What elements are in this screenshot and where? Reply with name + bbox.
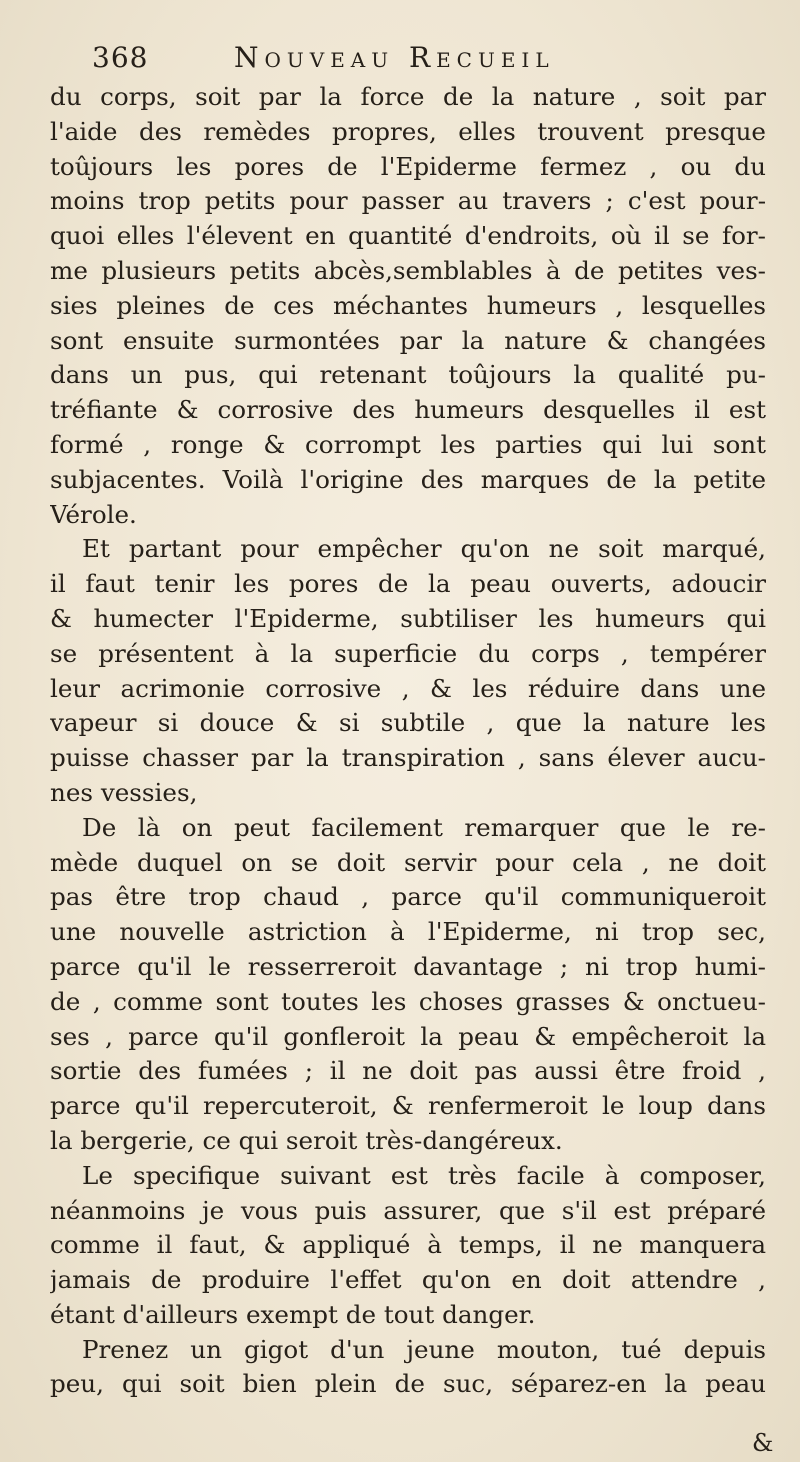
text-line: vapeur si douce & si subtile , que la nature les — [50, 708, 766, 738]
page-number: 368 — [92, 41, 149, 74]
text-line: comme il faut, & appliqué à temps, il ne manquera — [50, 1230, 766, 1260]
text-line: du corps, soit par la force de la nature , soit par — [50, 82, 766, 111]
text-line: pas être trop chaud , parce qu'il communiqueroit — [50, 882, 766, 912]
text-line: leur acrimonie corrosive , & les réduire dans une — [50, 673, 766, 703]
text-line: peu, qui soit bien plein de suc, séparez-en la peau — [50, 1369, 766, 1399]
text-line: se présentent à la superficie du corps , tempérer — [50, 638, 766, 668]
running-title: Nouveau Recueil — [234, 41, 555, 74]
text-line: me plusieurs petits abcès,semblables à de petites ves- — [50, 255, 766, 285]
text-line: Prenez un gigot d'un jeune mouton, tué depuis — [82, 1334, 766, 1364]
text-line: Vérole. — [50, 499, 137, 529]
text-line: dans un pus, qui retenant toûjours la qualité pu- — [50, 360, 766, 390]
text-line: il faut tenir les pores de la peau ouverts, adoucir — [50, 569, 766, 599]
text-line: sortie des fumées ; il ne doit pas aussi être froid , — [50, 1056, 766, 1086]
body-text — [50, 80, 766, 1402]
page-header — [92, 38, 712, 78]
text-line: Et partant pour empêcher qu'on ne soit marqué, — [82, 534, 766, 564]
text-line: jamais de produire l'effet qu'on en doit attendre , — [50, 1265, 766, 1295]
text-line: formé , ronge & corrompt les parties qui lui sont — [50, 429, 766, 459]
text-line: néanmoins je vous puis assurer, que s'il est préparé — [50, 1195, 766, 1225]
text-line: parce qu'il le resserreroit davantage ; ni trop humi- — [50, 951, 766, 981]
text-line: Le specifique suivant est très facile à composer, — [82, 1160, 766, 1190]
text-line: l'aide des remèdes propres, elles trouvent presque — [50, 116, 766, 146]
text-line: sont ensuite surmontées par la nature & changées — [50, 325, 766, 355]
text-line: la bergerie, ce qui seroit très-dangéreux. — [50, 1125, 563, 1155]
text-line: De là on peut facilement remarquer que le re- — [82, 812, 766, 842]
text-line: subjacentes. Voilà l'origine des marques de la petite — [50, 464, 766, 494]
text-line: parce qu'il repercuteroit, & renfermeroit le loup dans — [50, 1091, 766, 1121]
text-line: moins trop petits pour passer au travers ; c'est pour- — [50, 186, 766, 216]
text-line: tréfiante & corrosive des humeurs desquelles il est — [50, 395, 766, 425]
text-line: de , comme sont toutes les choses grasses & onctueu- — [50, 986, 766, 1016]
text-line: mède duquel on se doit servir pour cela , ne doit — [50, 847, 766, 877]
text-line: une nouvelle astriction à l'Epiderme, ni trop sec, — [50, 917, 766, 947]
catchword: & — [752, 1429, 774, 1457]
text-line: quoi elles l'élevent en quantité d'endroits, où il se for- — [50, 221, 766, 251]
text-line: toûjours les pores de l'Epiderme fermez , ou du — [50, 151, 766, 181]
text-line: sies pleines de ces méchantes humeurs , lesquelles — [50, 290, 766, 320]
text-line: ses , parce qu'il gonfleroit la peau & empêcheroit la — [50, 1021, 766, 1051]
text-line: étant d'ailleurs exempt de tout danger. — [50, 1299, 536, 1329]
text-line: puisse chasser par la transpiration , sans élever aucu- — [50, 743, 766, 773]
text-line: nes vessies, — [50, 777, 198, 807]
text-line: & humecter l'Epiderme, subtiliser les humeurs qui — [50, 603, 766, 633]
